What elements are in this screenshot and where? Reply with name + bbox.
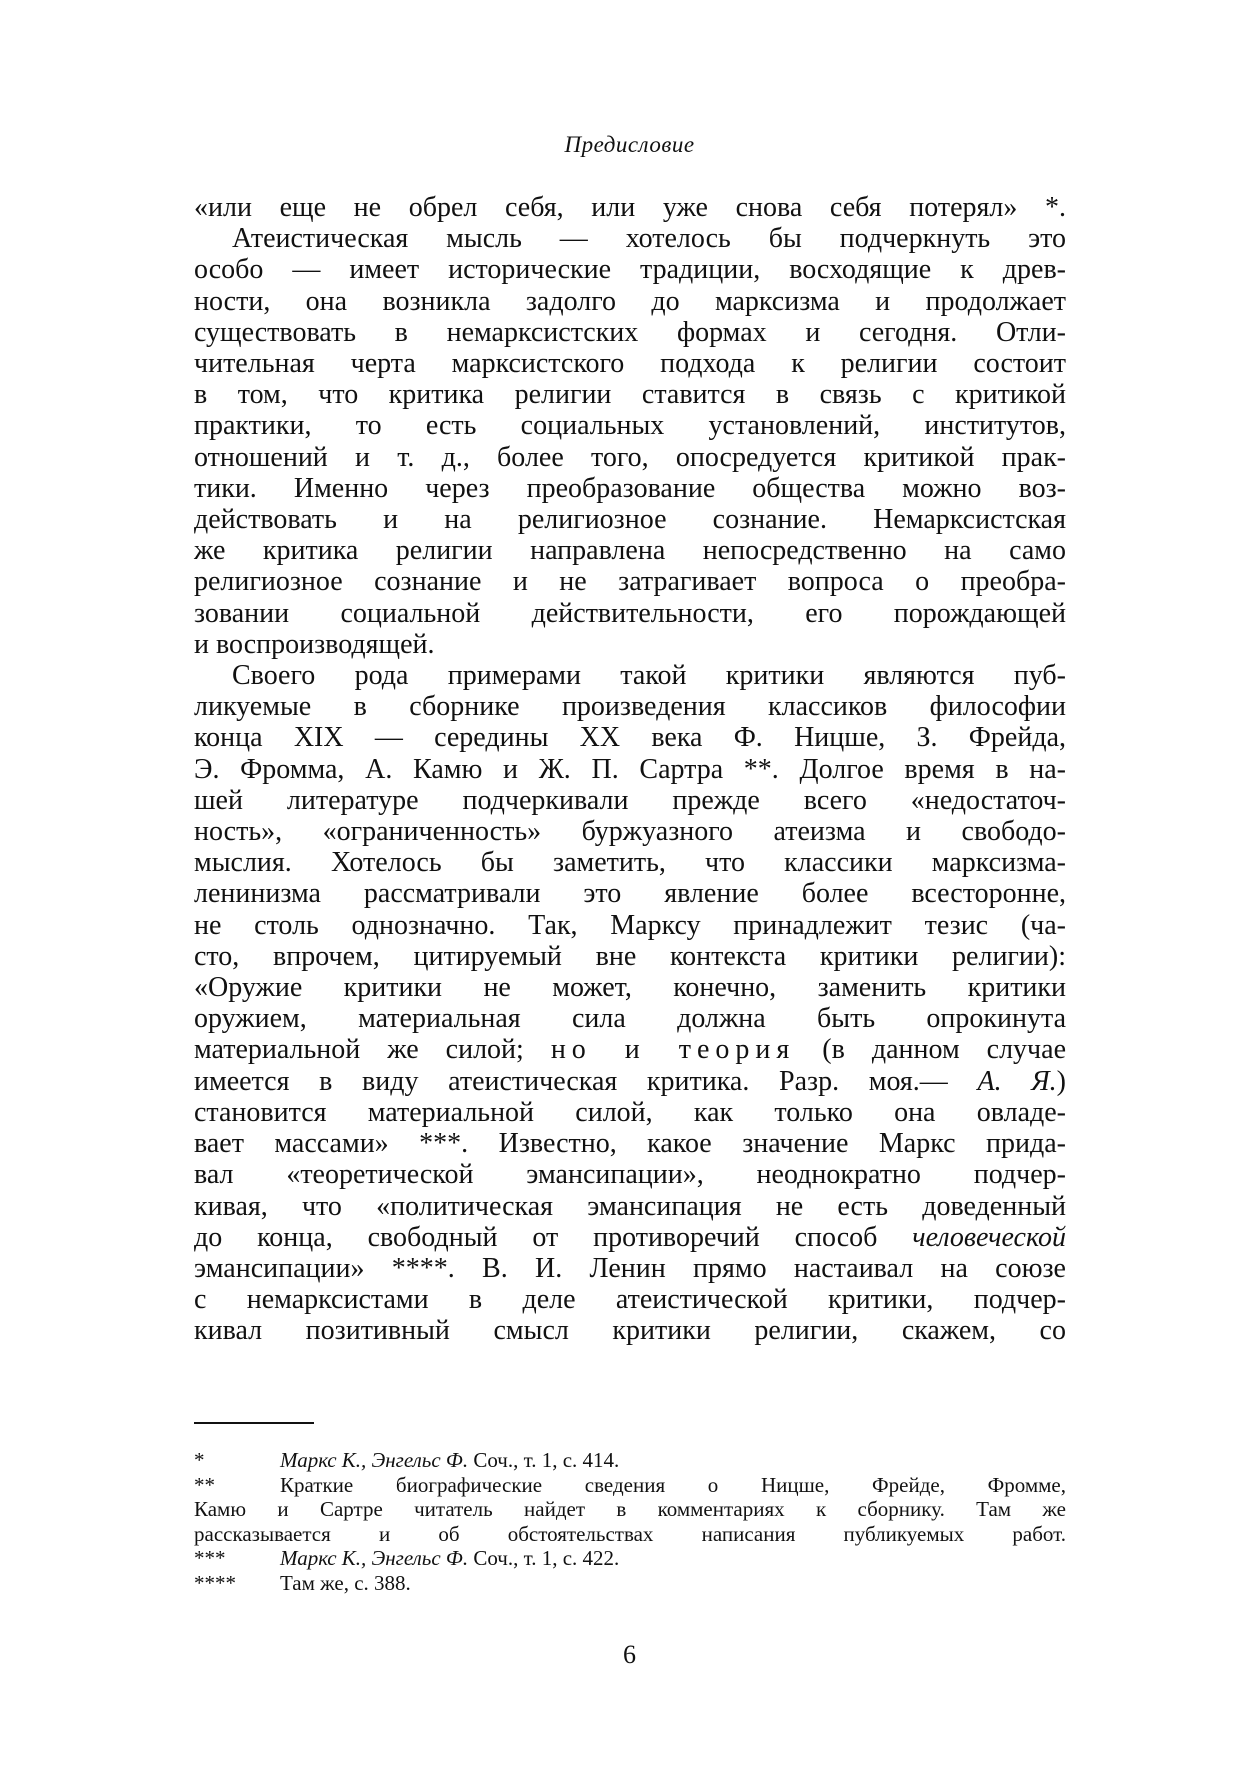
page-number: 6 [623, 1640, 636, 1669]
body-line: и воспроизводящей. [194, 628, 435, 660]
body-line: чительная черта марксистского подхода к религии состоит [194, 348, 1066, 380]
footnote-continuation: Камю и Сартре читатель найдет в комментариях к сборнику. Там же [194, 1497, 1066, 1521]
body-line: существовать в немарксистских формах и сегодня. Отли- [194, 316, 1066, 348]
body-line [194, 1222, 1066, 1253]
body-line: особо — имеет исторические традиции, восходящие к древ- [194, 254, 1066, 286]
body-line: сто, впрочем, цитируемый вне контекста критики религии): [194, 940, 1066, 972]
body-line: же критика религии направлена непосредственно на само [194, 535, 1066, 567]
italic-emphasis: человеческой [912, 1221, 1066, 1253]
body-line: тики. Именно через преобразование общества можно воз- [194, 472, 1066, 504]
body-line: Своего рода примерами такой критики являются пуб- [232, 660, 1066, 692]
body-line: не столь однозначно. Так, Марксу принадлежит тезис (ча- [194, 909, 1066, 941]
footnote-marker: *** [194, 1546, 226, 1570]
body-line: «Оружие критики не может, конечно, заменить критики [194, 972, 1066, 1004]
spaced-emphasis: но и теория [550, 1034, 796, 1066]
body-line: вает массами» ***. Известно, какое значение Маркс прида- [194, 1128, 1066, 1160]
italic-emphasis: А. Я. [977, 1065, 1057, 1097]
footnote-divider [194, 1422, 314, 1424]
body-line: религиозное сознание и не затрагивает вопроса о преобра- [194, 566, 1066, 598]
body-line: отношений и т. д., более того, опосредуется критикой прак- [194, 441, 1066, 473]
body-line: ленинизма рассматривали это явление более всесторонне, [194, 878, 1066, 910]
line-text: до конца, свободный от противоречий способ [194, 1221, 913, 1253]
line-text: имеется в виду атеистическая критика. Разр. моя.— [194, 1065, 978, 1097]
body-text [194, 192, 1066, 1347]
body-line: в том, что критика религии ставится в связь с критикой [194, 379, 1066, 411]
body-line: Атеистическая мысль — хотелось бы подчеркнуть это [232, 223, 1066, 255]
footnote [194, 1571, 1066, 1596]
body-line: ность», «ограниченность» буржуазного атеизма и свободо- [194, 816, 1066, 848]
body-line: зовании социальной действительности, его порождающей [194, 597, 1066, 629]
footnotes [194, 1448, 1066, 1595]
footnote-text: Соч., т. 1, с. 422. [473, 1546, 620, 1570]
body-line: становится материальной силой, как только она овладе- [194, 1096, 1066, 1128]
body-line: действовать и на религиозное сознание. Немарксистская [194, 504, 1066, 536]
running-head: Предисловие [564, 132, 695, 157]
body-line: «или еще не обрел себя, или уже снова себя потерял» *. [194, 192, 1066, 223]
body-line: с немарксистами в деле атеистической критики, подчер- [194, 1284, 1066, 1316]
footnote [194, 1448, 1066, 1473]
line-text: ) [1056, 1065, 1066, 1097]
footnote [194, 1546, 1066, 1571]
footnote-author: Маркс К., Энгельс Ф. [280, 1448, 469, 1472]
footnote-marker: * [194, 1448, 205, 1472]
body-line: ности, она возникла задолго до марксизма и продолжает [194, 285, 1066, 317]
body-line: кивая, что «политическая эмансипация не есть доведенный [194, 1190, 1066, 1222]
footnote-text: Там же, с. 388. [280, 1570, 411, 1595]
footnote [194, 1473, 1066, 1498]
body-line [194, 1034, 1066, 1065]
body-line: вал «теоретической эмансипации», неоднократно подчер- [194, 1159, 1066, 1191]
footnote-text: Краткие биографические сведения о Ницше, Фрейде, Фромме, [280, 1472, 1066, 1497]
body-line [194, 1066, 1066, 1097]
body-line: ликуемые в сборнике произведения классиков философии [194, 691, 1066, 723]
body-line: Э. Фромма, А. Камю и Ж. П. Сартра **. Долгое время в на- [194, 753, 1066, 785]
footnote-marker: ** [194, 1472, 215, 1497]
body-line: практики, то есть социальных установлений, институтов, [194, 410, 1066, 442]
footnote-marker: **** [194, 1570, 236, 1595]
body-line: мыслия. Хотелось бы заметить, что классики марксизма- [194, 847, 1066, 879]
body-line: оружием, материальная сила должна быть опрокинута [194, 1003, 1066, 1035]
footnote-continuation: рассказывается и об обстоятельствах написания публикуемых работ. [194, 1521, 1066, 1546]
body-line: кивал позитивный смысл критики религии, скажем, со [194, 1315, 1066, 1347]
line-text: (в данном случае [795, 1034, 1066, 1066]
line-text: материальной же силой; [194, 1034, 551, 1066]
body-line: шей литературе подчеркивали прежде всего «недостаточ- [194, 784, 1066, 816]
footnote-author: Маркс К., Энгельс Ф. [280, 1546, 469, 1570]
footnote-text: Соч., т. 1, с. 414. [473, 1448, 620, 1472]
body-line: эмансипации» ****. В. И. Ленин прямо настаивал на союзе [194, 1252, 1066, 1284]
body-line: конца XIX — середины XX века Ф. Ницше, З. Фрейда, [194, 722, 1066, 754]
